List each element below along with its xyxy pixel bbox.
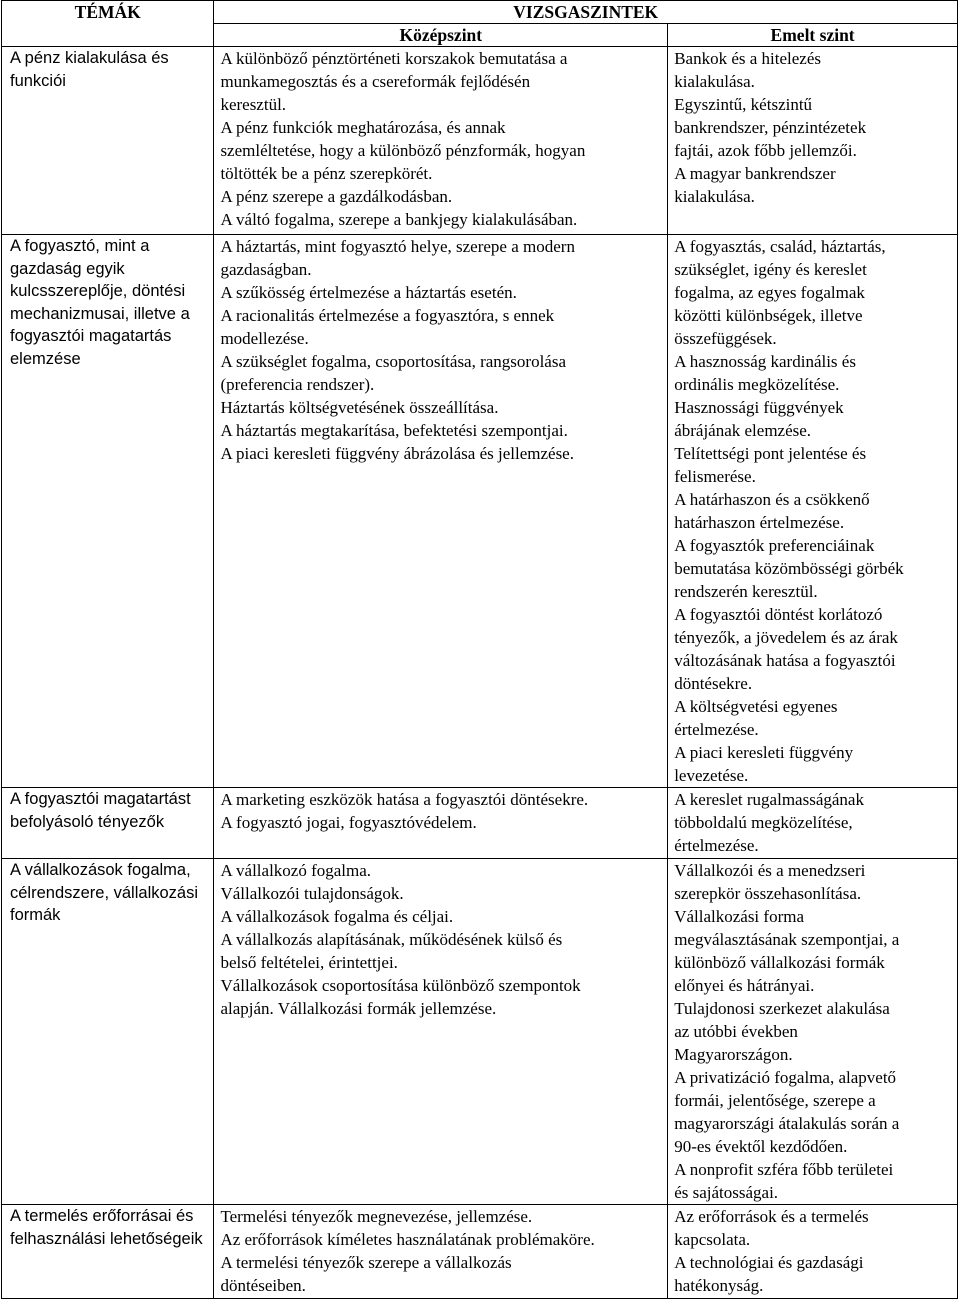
adv-line: A privatizáció fogalma, alapvető bbox=[674, 1068, 897, 1087]
adv-line: összefüggések. bbox=[674, 329, 777, 348]
table-row bbox=[2, 47, 958, 235]
adv-line: A fogyasztók preferenciáinak bbox=[674, 536, 875, 555]
adv-line: felismerése. bbox=[674, 467, 756, 486]
adv-line: Vállalkozói és a menedzseri bbox=[674, 861, 866, 880]
topic-line: befolyásoló tényezők bbox=[10, 812, 165, 831]
advanced-level-cell bbox=[668, 788, 958, 859]
adv-line: 90-es évektől kezdődően. bbox=[674, 1137, 848, 1156]
mid-line: Vállalkozói tulajdonságok. bbox=[220, 884, 404, 903]
adv-line: A technológiai és gazdasági bbox=[674, 1253, 864, 1272]
adv-line: fogalma, az egyes fogalmak bbox=[674, 283, 865, 302]
adv-line: kapcsolata. bbox=[674, 1230, 751, 1249]
adv-line: A költségvetési egyenes bbox=[674, 697, 838, 716]
mid-line: alapján. Vállalkozási formák jellemzése. bbox=[220, 999, 497, 1018]
mid-line: A vállalkozás alapításának, működésének külső és bbox=[220, 930, 563, 949]
mid-line: A háztartás megtakarítása, befektetési szempontjai. bbox=[220, 421, 568, 440]
adv-line: különböző vállalkozási formák bbox=[674, 953, 885, 972]
topic-line: A fogyasztói magatartást bbox=[10, 790, 191, 808]
adv-line: előnyei és hátrányai. bbox=[674, 976, 815, 995]
mid-line: Háztartás költségvetésének összeállítása. bbox=[220, 398, 499, 417]
topic-cell bbox=[2, 235, 214, 788]
mid-line: döntéseiben. bbox=[220, 1276, 306, 1295]
table-row bbox=[2, 1205, 958, 1299]
adv-line: fajtái, azok főbb jellemzői. bbox=[674, 141, 857, 160]
mid-line: A szükséglet fogalma, csoportosítása, rangsorolása bbox=[220, 352, 567, 371]
topic-line: formák bbox=[10, 906, 61, 924]
adv-line: Bankok és a hitelezés bbox=[674, 49, 821, 68]
mid-level-cell bbox=[214, 859, 668, 1205]
mid-line: munkamegosztás és a csereformák fejlődésén bbox=[220, 72, 531, 91]
adv-line: közötti különbségek, illetve bbox=[674, 306, 863, 325]
adv-line: formái, jelentősége, szerepe a bbox=[674, 1091, 876, 1110]
mid-level-cell bbox=[214, 47, 668, 235]
adv-line: megválasztásának szempontjai, a bbox=[674, 930, 900, 949]
mid-line: szemléltetése, hogy a különböző pénzformák, hogyan bbox=[220, 141, 586, 160]
adv-line: ordinális megközelítése. bbox=[674, 375, 840, 394]
advanced-level-cell bbox=[668, 47, 958, 235]
topic-line: funkciói bbox=[10, 71, 66, 90]
topic-line: A termelés erőforrásai és bbox=[10, 1207, 194, 1225]
mid-line: belső feltételei, érintettjei. bbox=[220, 953, 398, 972]
adv-line: A határhaszon és a csökkenő bbox=[674, 490, 870, 509]
adv-line: Az erőforrások és a termelés bbox=[674, 1207, 869, 1226]
exam-topics-table bbox=[1, 0, 958, 1299]
mid-line: A pénz funkciók meghatározása, és annak bbox=[220, 118, 506, 137]
header-advanced-level: Emelt szint bbox=[668, 24, 958, 47]
mid-line: modellezése. bbox=[220, 329, 309, 348]
adv-line: többoldalú megközelítése, bbox=[674, 813, 853, 832]
adv-line: hatékonyság. bbox=[674, 1276, 764, 1295]
adv-line: szükséglet, igény és kereslet bbox=[674, 260, 867, 279]
adv-line: A magyar bankrendszer bbox=[674, 164, 836, 183]
mid-line: A termelési tényezők szerepe a vállalkozás bbox=[220, 1253, 512, 1272]
table-row bbox=[2, 859, 958, 1205]
mid-level-cell bbox=[214, 788, 668, 859]
adv-line: levezetése. bbox=[674, 766, 749, 785]
adv-line: határhaszon értelmezése. bbox=[674, 513, 845, 532]
topic-cell bbox=[2, 1205, 214, 1299]
adv-line: értelmezése. bbox=[674, 720, 759, 739]
adv-line: tényezők, a jövedelem és az árak bbox=[674, 628, 898, 647]
mid-line: A háztartás, mint fogyasztó helye, szerepe a modern bbox=[220, 237, 575, 256]
mid-line: A piaci keresleti függvény ábrázolása és jellemzése. bbox=[220, 444, 574, 463]
advanced-level-cell bbox=[668, 1205, 958, 1299]
advanced-level-cell bbox=[668, 859, 958, 1205]
mid-line: A különböző pénztörténeti korszakok bemutatása a bbox=[220, 49, 568, 68]
adv-line: kialakulása. bbox=[674, 187, 755, 206]
mid-line: keresztül. bbox=[220, 95, 287, 114]
adv-line: bemutatása közömbösségi görbék bbox=[674, 559, 904, 578]
topic-cell bbox=[2, 859, 214, 1205]
adv-line: Magyarországon. bbox=[674, 1045, 793, 1064]
mid-level-cell bbox=[214, 1205, 668, 1299]
mid-line: töltötték be a pénz szerepkörét. bbox=[220, 164, 433, 183]
topic-line: felhasználási lehetőségeik bbox=[10, 1229, 203, 1248]
adv-line: kialakulása. bbox=[674, 72, 755, 91]
adv-line: A fogyasztói döntést korlátozó bbox=[674, 605, 883, 624]
table-row bbox=[2, 788, 958, 859]
mid-line: Vállalkozások csoportosítása különböző szempontok bbox=[220, 976, 581, 995]
table-row bbox=[2, 235, 958, 788]
mid-line: A szűkösség értelmezése a háztartás esetén. bbox=[220, 283, 517, 302]
mid-line: A marketing eszközök hatása a fogyasztói döntésekre. bbox=[220, 790, 589, 809]
adv-line: változásának hatása a fogyasztói bbox=[674, 651, 896, 670]
topic-line: A pénz kialakulása és bbox=[10, 49, 169, 67]
header-mid-level: Középszint bbox=[214, 24, 668, 47]
advanced-level-cell bbox=[668, 235, 958, 788]
adv-line: értelmezése. bbox=[674, 836, 759, 855]
topic-line: célrendszere, vállalkozási bbox=[10, 883, 199, 902]
mid-line: A racionalitás értelmezése a fogyasztóra, s ennek bbox=[220, 306, 555, 325]
header-topics: TÉMÁK bbox=[2, 1, 214, 47]
mid-line: A vállalkozó fogalma. bbox=[220, 861, 372, 880]
mid-line: A vállalkozások fogalma és céljai. bbox=[220, 907, 454, 926]
topic-line: gazdaság egyik bbox=[10, 259, 125, 278]
topic-line: A vállalkozások fogalma, bbox=[10, 861, 191, 879]
adv-line: szerepkör összehasonlítása. bbox=[674, 884, 862, 903]
mid-line: A pénz szerepe a gazdálkodásban. bbox=[220, 187, 453, 206]
mid-level-cell bbox=[214, 235, 668, 788]
adv-line: A kereslet rugalmasságának bbox=[674, 790, 864, 809]
table-body bbox=[2, 47, 958, 1299]
adv-line: Egyszintű, kétszintű bbox=[674, 95, 813, 114]
adv-line: A nonprofit szféra főbb területei bbox=[674, 1160, 894, 1179]
adv-line: rendszerén keresztül. bbox=[674, 582, 818, 601]
adv-line: ábrájának elemzése. bbox=[674, 421, 812, 440]
adv-line: A hasznosság kardinális és bbox=[674, 352, 856, 371]
adv-line: és sajátosságai. bbox=[674, 1183, 779, 1202]
mid-line: gazdaságban. bbox=[220, 260, 312, 279]
adv-line: magyarországi átalakulás során a bbox=[674, 1114, 900, 1133]
mid-line: A váltó fogalma, szerepe a bankjegy kialakulásában. bbox=[220, 210, 578, 229]
topic-cell bbox=[2, 47, 214, 235]
topic-line: A fogyasztó, mint a bbox=[10, 237, 150, 255]
mid-line: A fogyasztó jogai, fogyasztóvédelem. bbox=[220, 813, 477, 832]
adv-line: Telítettségi pont jelentése és bbox=[674, 444, 867, 463]
topic-line: mechanizmusai, illetve a bbox=[10, 304, 190, 323]
topic-line: kulcsszereplője, döntési bbox=[10, 282, 186, 300]
header-exam-levels: VIZSGASZINTEK bbox=[214, 1, 958, 24]
adv-line: Hasznossági függvények bbox=[674, 398, 844, 417]
mid-line: Termelési tényezők megnevezése, jellemzése. bbox=[220, 1207, 533, 1226]
adv-line: bankrendszer, pénzintézetek bbox=[674, 118, 867, 137]
mid-line: (preferencia rendszer). bbox=[220, 375, 375, 394]
adv-line: Tulajdonosi szerkezet alakulása bbox=[674, 999, 890, 1018]
adv-line: döntésekre. bbox=[674, 674, 753, 693]
adv-line: A fogyasztás, család, háztartás, bbox=[674, 237, 886, 256]
topic-line: fogyasztói magatartás bbox=[10, 327, 172, 345]
header-row-1 bbox=[2, 1, 958, 24]
adv-line: Vállalkozási forma bbox=[674, 907, 804, 926]
topic-line: elemzése bbox=[10, 349, 81, 368]
adv-line: az utóbbi években bbox=[674, 1022, 798, 1041]
mid-line: Az erőforrások kíméletes használatának problémaköre. bbox=[220, 1230, 595, 1249]
adv-line: A piaci keresleti függvény bbox=[674, 743, 854, 762]
topic-cell bbox=[2, 788, 214, 859]
